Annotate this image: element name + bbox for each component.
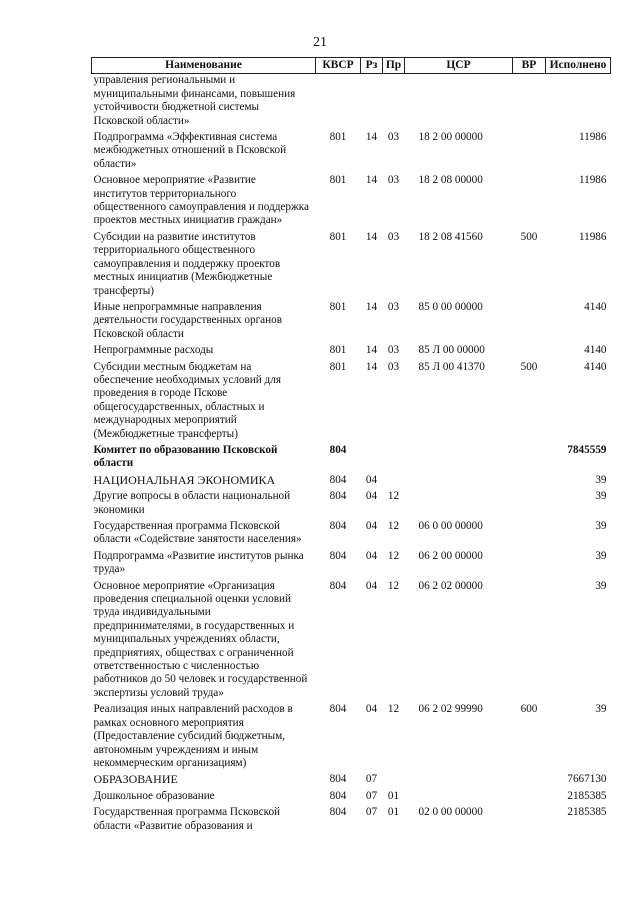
- cell-vr: [513, 341, 546, 357]
- cell-vr: 500: [520, 230, 538, 243]
- table-row: [92, 171, 611, 228]
- cell-naimenovanie: Дошкольное образование: [93, 789, 215, 802]
- header-kvsr: КВСР: [316, 58, 361, 74]
- cell-vr: [513, 577, 546, 701]
- cell-naimenovanie: Другие вопросы в области национальной экономики: [93, 490, 291, 516]
- cell-kvsr: 804: [329, 490, 347, 503]
- cell-rz: 07: [365, 806, 378, 819]
- cell-rz: 07: [365, 773, 378, 786]
- cell-ispolneno: 2185385: [567, 806, 607, 819]
- table-row: [92, 341, 611, 357]
- cell-vr: [513, 547, 546, 577]
- cell-rz: 04: [365, 520, 378, 532]
- cell-kvsr: 801: [329, 344, 347, 357]
- header-rz: Рз: [361, 58, 383, 74]
- cell-naimenovanie: Государственная программа Псковской области «Развитие образования и: [93, 806, 281, 832]
- cell-rz: 07: [365, 789, 378, 802]
- table-row: [92, 547, 611, 577]
- table-row: [92, 441, 611, 471]
- table-row: [92, 74, 611, 128]
- cell-csr: [405, 471, 513, 487]
- cell-csr: [405, 441, 513, 471]
- cell-rz: 04: [365, 703, 378, 716]
- cell-pr: [383, 441, 405, 471]
- cell-rz: 14: [365, 360, 378, 373]
- cell-rz: 04: [365, 579, 378, 592]
- cell-csr: 06 0 00 00000: [418, 520, 483, 532]
- table-row: [92, 577, 611, 701]
- cell-rz: 04: [365, 549, 378, 562]
- cell-pr: 01: [387, 789, 400, 802]
- cell-pr: [383, 74, 405, 128]
- cell-naimenovanie: Комитет по образованию Псковской области: [93, 443, 278, 470]
- cell-csr: 06 2 02 00000: [418, 579, 483, 592]
- cell-ispolneno: 39: [595, 490, 607, 503]
- cell-naimenovanie: Основное мероприятие «Развитие институтов территориального общественного самоуправления и поддержка проектов местных инициатив граждан»: [93, 174, 309, 227]
- cell-csr: [405, 74, 513, 128]
- cell-pr: 12: [387, 579, 400, 592]
- cell-vr: [513, 803, 546, 833]
- cell-naimenovanie: Подпрограмма «Эффективная система межбюджетных отношений в Псковской области»: [93, 131, 287, 170]
- cell-naimenovanie: Непрограммные расходы: [93, 344, 214, 357]
- cell-csr: 85 Л 00 41370: [418, 360, 485, 373]
- cell-rz: [361, 441, 383, 471]
- cell-pr: 12: [387, 549, 400, 562]
- cell-pr: 03: [387, 360, 400, 373]
- cell-rz: [361, 74, 383, 128]
- cell-csr: 85 Л 00 00000: [418, 344, 485, 357]
- cell-naimenovanie: управления региональными и муниципальными финансами, повышения устойчивости бюджетной системы Псковской области»: [93, 74, 296, 127]
- cell-naimenovanie: Субсидии местным бюджетам на обеспечение необходимых условий для проведения в городе Пскове общегосударственных, областных и международных мероприятий (Межбюджетные трансферты): [93, 360, 281, 440]
- table-row: [92, 517, 611, 547]
- cell-kvsr: 804: [329, 806, 347, 819]
- page-number: 21: [313, 35, 327, 50]
- cell-naimenovanie: Субсидии на развитие институтов территориального общественного самоуправления и поддержку проектов местных инициатив (Межбюджетные трансферты): [93, 230, 281, 297]
- cell-pr: 01: [387, 806, 400, 819]
- cell-ispolneno: 4140: [584, 360, 607, 373]
- table-row: [92, 228, 611, 298]
- cell-ispolneno: 2185385: [567, 789, 607, 802]
- cell-vr: [513, 487, 546, 517]
- cell-naimenovanie: ОБРАЗОВАНИЕ: [93, 772, 178, 787]
- cell-csr: 06 2 00 00000: [418, 549, 483, 562]
- cell-csr: 18 2 00 00000: [418, 131, 483, 144]
- header-csr: ЦСР: [405, 58, 513, 74]
- cell-vr: [513, 787, 546, 803]
- cell-kvsr: 801: [329, 174, 347, 187]
- header-ispolneno: Исполнено: [546, 58, 611, 74]
- table-row: [92, 803, 611, 833]
- cell-vr: [513, 128, 546, 171]
- header-pr: Пр: [383, 58, 405, 74]
- table-row: [92, 128, 611, 171]
- cell-csr: 02 0 00 00000: [418, 806, 483, 819]
- table-header-row: [92, 58, 611, 74]
- cell-rz: 14: [365, 344, 378, 357]
- cell-csr: 85 0 00 00000: [418, 300, 483, 313]
- table-row: [92, 358, 611, 441]
- cell-csr: [405, 787, 513, 803]
- cell-rz: 14: [365, 131, 378, 144]
- cell-ispolneno: 11986: [578, 230, 607, 243]
- cell-csr: [405, 487, 513, 517]
- cell-kvsr: [316, 74, 361, 128]
- cell-kvsr: 804: [329, 443, 347, 456]
- cell-rz: 14: [365, 230, 378, 243]
- cell-rz: 04: [365, 490, 378, 503]
- cell-pr: 12: [387, 703, 400, 716]
- cell-naimenovanie: НАЦИОНАЛЬНАЯ ЭКОНОМИКА: [93, 472, 276, 487]
- cell-vr: [513, 298, 546, 341]
- cell-pr: 03: [387, 174, 400, 187]
- cell-naimenovanie: Реализация иных направлений расходов в рамках основного мероприятия (Предоставление субсидий бюджетным, автономным учреждениям и иным некоммерческим организациям): [93, 703, 293, 769]
- cell-ispolneno: [546, 74, 611, 128]
- cell-pr: [383, 471, 405, 487]
- cell-kvsr: 801: [329, 131, 347, 144]
- cell-kvsr: 804: [329, 789, 347, 802]
- cell-kvsr: 804: [329, 703, 347, 716]
- cell-ispolneno: 39: [595, 549, 607, 562]
- cell-pr: 12: [387, 520, 400, 532]
- cell-csr: 18 2 08 41560: [418, 230, 483, 243]
- cell-naimenovanie: Подпрограмма «Развитие институтов рынка труда»: [93, 549, 304, 576]
- cell-ispolneno: 39: [595, 579, 607, 592]
- cell-vr: [513, 74, 546, 128]
- cell-naimenovanie: Основное мероприятие «Организация проведения специальной оценки условий труда индивидуальными предпринимателями, в государственных и муниципальных учреждениях области, предприятиях, обществах с ограниченной ответственностью с численностью работников до 50 человек и государственной экспертизы условий труда»: [93, 579, 308, 699]
- cell-rz: 14: [365, 300, 378, 313]
- cell-vr: 500: [520, 360, 538, 373]
- cell-pr: 03: [387, 300, 400, 313]
- budget-table: [91, 57, 611, 833]
- cell-pr: 03: [387, 344, 400, 357]
- cell-kvsr: 804: [329, 579, 347, 592]
- cell-vr: [513, 471, 546, 487]
- cell-kvsr: 804: [329, 520, 347, 532]
- cell-kvsr: 804: [329, 473, 347, 486]
- cell-rz: 04: [365, 473, 378, 486]
- cell-pr: 12: [387, 490, 400, 503]
- cell-ispolneno: 7845559: [567, 443, 607, 456]
- cell-vr: [513, 770, 546, 786]
- cell-ispolneno: 11986: [578, 131, 607, 144]
- cell-pr: 03: [387, 230, 400, 243]
- cell-ispolneno: 11986: [578, 174, 607, 187]
- cell-pr: 03: [387, 131, 400, 144]
- cell-vr: [513, 517, 546, 547]
- cell-kvsr: 801: [329, 360, 347, 373]
- cell-rz: 14: [365, 174, 378, 187]
- cell-pr: [383, 770, 405, 786]
- cell-kvsr: 801: [329, 230, 347, 243]
- header-vr: ВР: [513, 58, 546, 74]
- cell-ispolneno: 4140: [584, 344, 607, 357]
- cell-ispolneno: 39: [595, 703, 607, 716]
- cell-ispolneno: 4140: [584, 300, 607, 313]
- cell-ispolneno: 7667130: [567, 773, 607, 786]
- cell-csr: 06 2 02 99990: [418, 703, 483, 716]
- table-row: [92, 787, 611, 803]
- table-row: [92, 471, 611, 487]
- cell-vr: 600: [520, 703, 538, 716]
- cell-csr: [405, 770, 513, 786]
- cell-ispolneno: 39: [595, 473, 607, 486]
- cell-ispolneno: 39: [595, 520, 607, 532]
- cell-csr: 18 2 08 00000: [418, 174, 483, 187]
- cell-kvsr: 804: [329, 773, 347, 786]
- cell-kvsr: 804: [329, 549, 347, 562]
- cell-vr: [513, 441, 546, 471]
- cell-naimenovanie: Государственная программа Псковской области «Содействие занятости населения»: [93, 520, 302, 546]
- table-row: [92, 487, 611, 517]
- table-row: [92, 700, 611, 770]
- table-row: [92, 298, 611, 341]
- cell-naimenovanie: Иные непрограммные направления деятельности государственных органов Псковской области: [93, 300, 283, 340]
- header-naimenovanie: Наименование: [92, 58, 316, 74]
- cell-kvsr: 801: [329, 300, 347, 313]
- table-row: [92, 770, 611, 786]
- cell-vr: [513, 171, 546, 228]
